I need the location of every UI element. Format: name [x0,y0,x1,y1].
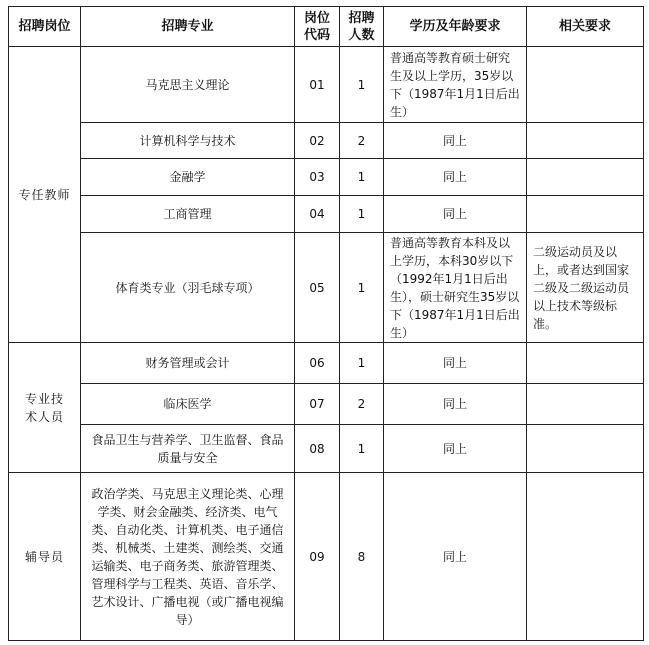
header-major: 招聘专业 [81,7,295,47]
recruitment-table [8,6,644,641]
table-row [9,473,644,641]
header-count: 招聘人数 [340,7,384,47]
major-cell: 政治学类、马克思主义理论类、心理学类、财会金融类、经济类、电气类、自动化类、计算机类、电子通信类、机械类、土建类、测绘类、交通运输类、电子商务类、旅游管理类、管理科学与工程类、英语、音乐学、艺术设计、广播电视（或广播电视编导） [81,473,295,641]
count-cell: 1 [340,159,384,196]
major-cell: 马克思主义理论 [81,47,295,123]
header-other: 相关要求 [527,7,644,47]
table-row [9,384,644,425]
table-row [9,425,644,473]
count-cell: 2 [340,123,384,159]
edu-cell: 普通高等教育本科及以上学历，本科30岁以下（1992年1月1日后出生），硕士研究生35岁以下（1987年1月1日后出生） [384,233,527,343]
major-cell: 财务管理或会计 [81,343,295,384]
major-cell: 计算机科学与技术 [81,123,295,159]
major-cell: 临床医学 [81,384,295,425]
other-cell [527,196,644,233]
count-cell: 1 [340,47,384,123]
edu-cell: 同上 [384,196,527,233]
other-cell [527,47,644,123]
header-position: 招聘岗位 [9,7,81,47]
edu-cell: 同上 [384,159,527,196]
edu-cell: 普通高等教育硕士研究生及以上学历，35岁以下（1987年1月1日后出生） [384,47,527,123]
table-row [9,196,644,233]
count-cell: 8 [340,473,384,641]
edu-cell: 同上 [384,425,527,473]
table-row [9,343,644,384]
table-row [9,159,644,196]
other-cell [527,384,644,425]
position-cell: 专业技术人员 [9,343,81,473]
count-cell: 1 [340,196,384,233]
other-cell [527,473,644,641]
code-cell: 03 [295,159,340,196]
code-cell: 07 [295,384,340,425]
position-cell: 辅导员 [9,473,81,641]
other-cell [527,159,644,196]
major-cell: 体育类专业（羽毛球专项） [81,233,295,343]
edu-cell: 同上 [384,343,527,384]
code-cell: 01 [295,47,340,123]
header-row [9,7,644,47]
code-cell: 05 [295,233,340,343]
count-cell: 1 [340,233,384,343]
code-cell: 02 [295,123,340,159]
other-cell [527,343,644,384]
major-cell: 金融学 [81,159,295,196]
code-cell: 09 [295,473,340,641]
other-cell: 二级运动员及以上，或者达到国家二级及二级运动员以上技术等级标准。 [527,233,644,343]
code-cell: 04 [295,196,340,233]
edu-cell: 同上 [384,123,527,159]
table-row [9,233,644,343]
other-cell [527,425,644,473]
major-cell: 食品卫生与营养学、卫生监督、食品质量与安全 [81,425,295,473]
count-cell: 1 [340,425,384,473]
code-cell: 06 [295,343,340,384]
count-cell: 1 [340,343,384,384]
header-code: 岗位代码 [295,7,340,47]
position-cell: 专任教师 [9,47,81,343]
edu-cell: 同上 [384,384,527,425]
count-cell: 2 [340,384,384,425]
table-row [9,47,644,123]
table-row [9,123,644,159]
code-cell: 08 [295,425,340,473]
header-edu: 学历及年龄要求 [384,7,527,47]
major-cell: 工商管理 [81,196,295,233]
edu-cell: 同上 [384,473,527,641]
other-cell [527,123,644,159]
